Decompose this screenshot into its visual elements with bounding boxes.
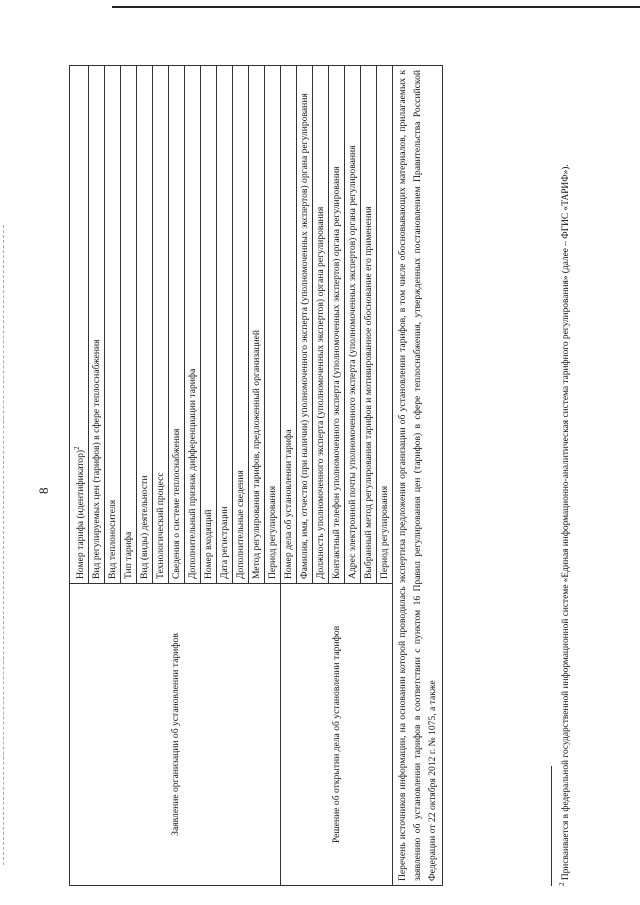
section-1-label: Заявление организации об установлении тарифов xyxy=(70,584,281,886)
table-cell: Метод регулирования тарифов, предложенный организацией xyxy=(249,66,265,584)
table-cell: Вид (виды) деятельности xyxy=(137,66,153,584)
table-cell: Вид теплоносителя xyxy=(105,66,121,584)
table-cell: Адрес электронной почты уполномоченного эксперта (уполномоченных экспертов) органа регулирования xyxy=(345,66,361,584)
tariff-table xyxy=(69,65,443,886)
footnote-separator xyxy=(551,766,552,886)
table-cell: Выбранный метод регулирования тарифов и мотивированное обоснование его применения xyxy=(361,66,377,584)
table-cell: Номер входящий xyxy=(201,66,217,584)
sources-cell: Перечень источников информации, на основании которой проводилась экспертиза предложения организации об установлении тарифов, в том числе обосновывающих материалов, прилагаемых к заявлению об установлении тарифов в соответствии с пунктом 16 Правил регулирования цен (тарифов) в сфере теплоснабжения, утвержденных постановлением Правительства Российской Федерации от 22 октября 2012 г. № 1075, а также xyxy=(393,66,443,886)
table-cell: Контактный телефон уполномоченного эксперта (уполномоченных экспертов) органа регулирования xyxy=(329,66,345,584)
table-cell: Период регулирования xyxy=(377,66,393,584)
table-row xyxy=(70,66,89,886)
footnote-text: Присваивается в федеральной государственной информационной системе «Единая информационно-аналитическая система тарифного регулирования» (далее – ФГИС «ТАРИФ»). xyxy=(561,164,572,883)
table-cell: Технологический процесс xyxy=(153,66,169,584)
page-number: 8 xyxy=(36,487,51,494)
table-cell: Номер дела об установлении тарифа xyxy=(281,66,297,584)
table-cell: Период регулирования xyxy=(265,66,281,584)
table-cell: Дополнительные сведения xyxy=(233,66,249,584)
table-cell: Тип тарифа xyxy=(121,66,137,584)
rotated-page xyxy=(16,51,606,894)
table-cell: Сведения о системе теплоснабжения xyxy=(169,66,185,584)
scan-edge xyxy=(3,225,4,865)
table-cell: Вид регулируемых цен (тарифов) в сфере теплоснабжения xyxy=(89,66,105,584)
footnote xyxy=(556,66,572,886)
top-rule xyxy=(112,6,640,8)
table-row xyxy=(281,66,297,886)
table-cell: Дополнительный признак дифференциации тарифа xyxy=(185,66,201,584)
table-cell: Дата регистрации xyxy=(217,66,233,584)
table-cell: Номер тарифа (идентификатор)$^2$ xyxy=(70,66,89,584)
table-cell: Фамилия, имя, отчество (при наличии) уполномоченного эксперта (уполномоченных экспертов) органа регулирования xyxy=(297,66,313,584)
section-2-label: Решение об открытии дела об установлении тарифов xyxy=(281,584,393,886)
footnote-mark: 2 xyxy=(558,882,566,886)
table-cell: Должность уполномоченного эксперта (уполномоченных экспертов) органа регулирования xyxy=(313,66,329,584)
table-row xyxy=(393,66,443,886)
